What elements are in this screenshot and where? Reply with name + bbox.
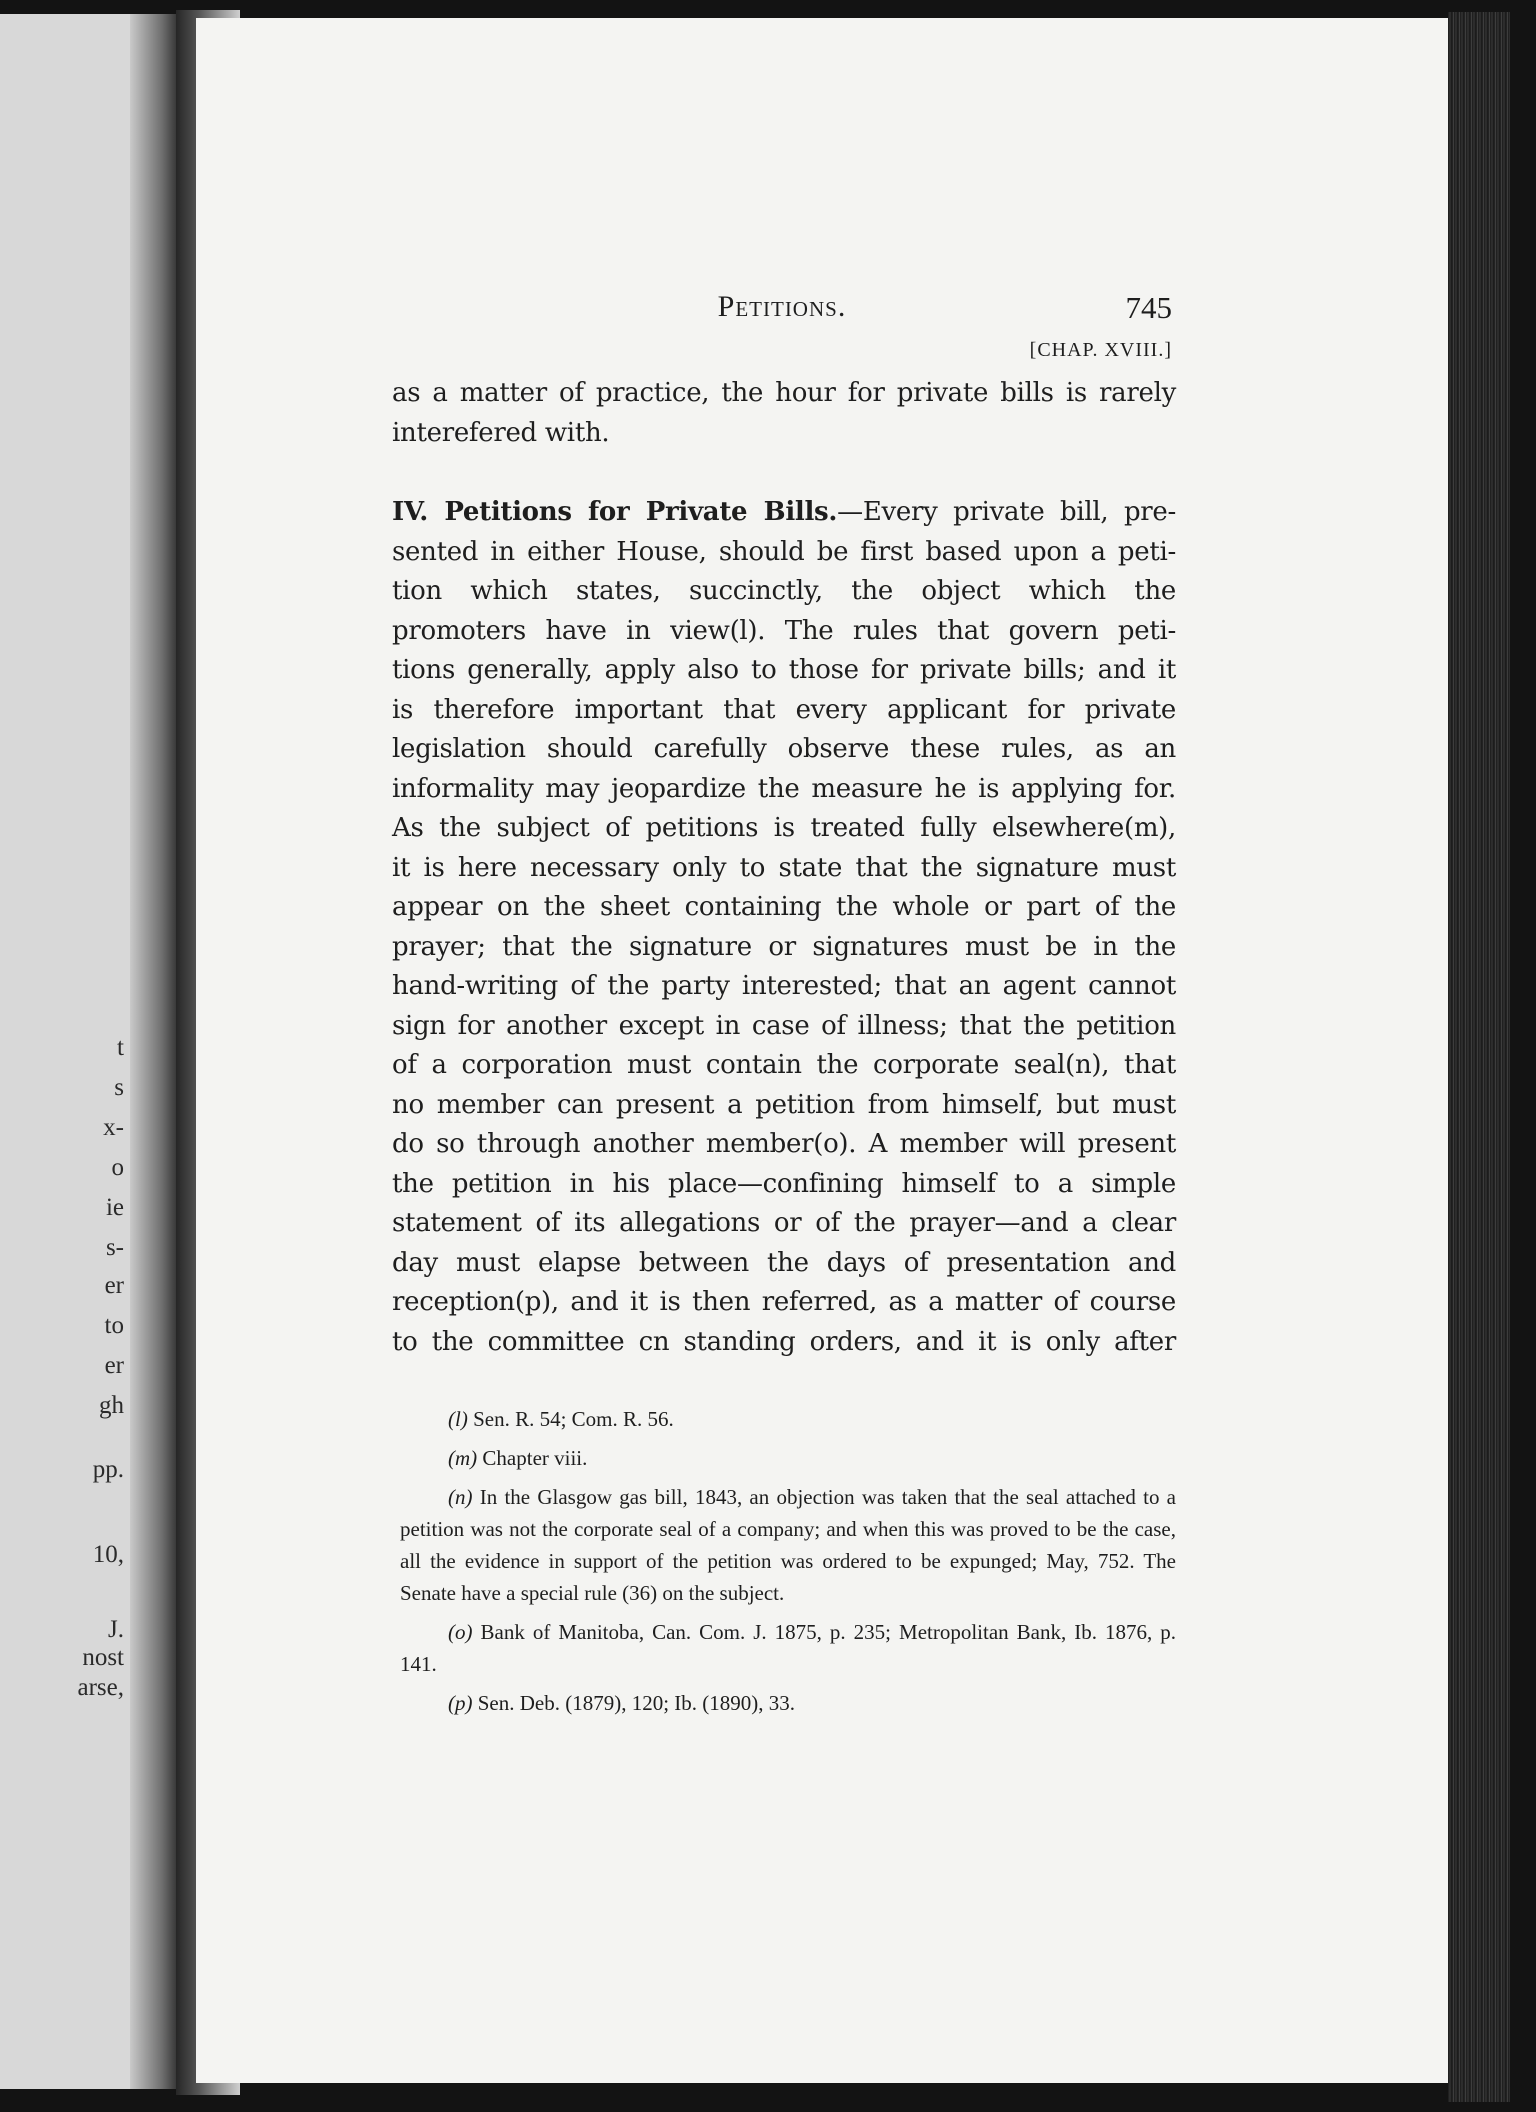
text-line: sented in either House, should be first based upon a peti- (392, 536, 1176, 567)
text-line: reception(p), and it is then referred, as a matter of course (392, 1287, 1176, 1317)
footnote-mark: (l) (448, 1407, 468, 1431)
left-fragment: nost (82, 1644, 124, 1671)
text-line: tions generally, apply also to those for private bills; and it (392, 655, 1176, 685)
text-line: the petition in his place—confining himself to a simple (392, 1168, 1176, 1199)
left-fragment: er (104, 1272, 124, 1299)
footnote-text: In the Glasgow gas bill, 1843, an objection was taken that the seal attached to a petition was not the corporate seal of a company; and when this was proved to be the case, all the evidence in support of the petition was ordered to be expunged; May, 752. The Senate have a special rule (36) on the subject. (400, 1485, 1176, 1605)
text-line: do so through another member(o). A member will present (392, 1129, 1176, 1159)
running-title: Petitions. (717, 290, 847, 323)
footnote-text: Sen. R. 54; Com. R. 56. (473, 1407, 674, 1431)
text-line: of a corporation must contain the corporate seal(n), that (392, 1050, 1176, 1080)
footnote (400, 1616, 1176, 1680)
text-line: statement of its allegations or of the prayer—and a clear (392, 1208, 1176, 1238)
footnote-mark: (m) (448, 1446, 478, 1470)
page-number: 745 (1125, 290, 1172, 325)
footnote-mark: (n) (448, 1485, 473, 1509)
footnotes (400, 1403, 1176, 1726)
footnote-text: Bank of Manitoba, Can. Com. J. 1875, p. 235; Metropolitan Bank, Ib. 1876, p. 141. (400, 1620, 1177, 1676)
left-fragment: arse, (77, 1674, 124, 1701)
left-fragment: o (111, 1154, 124, 1181)
left-fragment: x- (103, 1114, 124, 1141)
text-line: no member can present a petition from himself, but must (392, 1089, 1176, 1120)
text-line: promoters have in view(l). The rules that govern peti- (392, 615, 1176, 646)
text-line: sign for another except in case of illness; that the petition (392, 1010, 1176, 1041)
left-fragment: pp. (92, 1456, 124, 1483)
text-line: tion which states, succinctly, the object which the (392, 576, 1176, 606)
facing-left-page (0, 14, 176, 2089)
left-fragment: s- (105, 1234, 124, 1261)
footnote (400, 1687, 1176, 1719)
section-heading: IV. Petitions for Private Bills. (392, 497, 838, 527)
footnote-text: Sen. Deb. (1879), 120; Ib. (1890), 33. (477, 1691, 796, 1715)
left-fragment: to (104, 1312, 124, 1339)
footnote (400, 1442, 1176, 1474)
text-line: legislation should carefully observe these rules, as an (392, 734, 1176, 764)
text-line: As the subject of petitions is treated fully elsewhere(m), (392, 813, 1176, 843)
section-first-line (392, 493, 1176, 533)
text-line: appear on the sheet containing the whole or part of the (392, 892, 1176, 922)
text-line-rest: —Every private bill, pre- (837, 497, 1177, 527)
left-fragment: J. (108, 1616, 124, 1643)
text-line: hand-writing of the party interested; that an agent cannot (392, 971, 1176, 1001)
footnote-text: Chapter viii. (482, 1446, 588, 1470)
left-fragment: er (104, 1352, 124, 1379)
text-line: prayer; that the signature or signatures must be in the (392, 931, 1176, 962)
left-fragment: ie (105, 1194, 124, 1221)
text-line: day must elapse between the days of presentation and (392, 1247, 1176, 1278)
text-line: to the committee cn standing orders, and it is only after (392, 1326, 1176, 1357)
footnote-mark: (o) (448, 1620, 473, 1644)
chapter-reference: [CHAP. XVIII.] (1029, 339, 1172, 361)
text-line: it is here necessary only to state that the signature must (392, 852, 1176, 883)
text-line: is therefore important that every applicant for private (392, 694, 1176, 725)
body-text (392, 374, 1176, 1362)
footnote (400, 1481, 1176, 1609)
left-fragment: gh (99, 1392, 124, 1419)
text-line: as a matter of practice, the hour for private bills is rarely (392, 378, 1176, 408)
footnote (400, 1403, 1176, 1435)
running-header (392, 290, 1172, 330)
left-fragment: s (114, 1074, 124, 1101)
page-edges (1448, 12, 1510, 2102)
footnote-mark: (p) (448, 1691, 473, 1715)
text-line: interefered with. (392, 417, 610, 448)
left-fragment: 10, (92, 1541, 124, 1568)
text-line: informality may jeopardize the measure he is applying for. (392, 773, 1176, 804)
left-fragment: t (117, 1034, 124, 1061)
left-page-text-fragments (54, 14, 124, 2089)
